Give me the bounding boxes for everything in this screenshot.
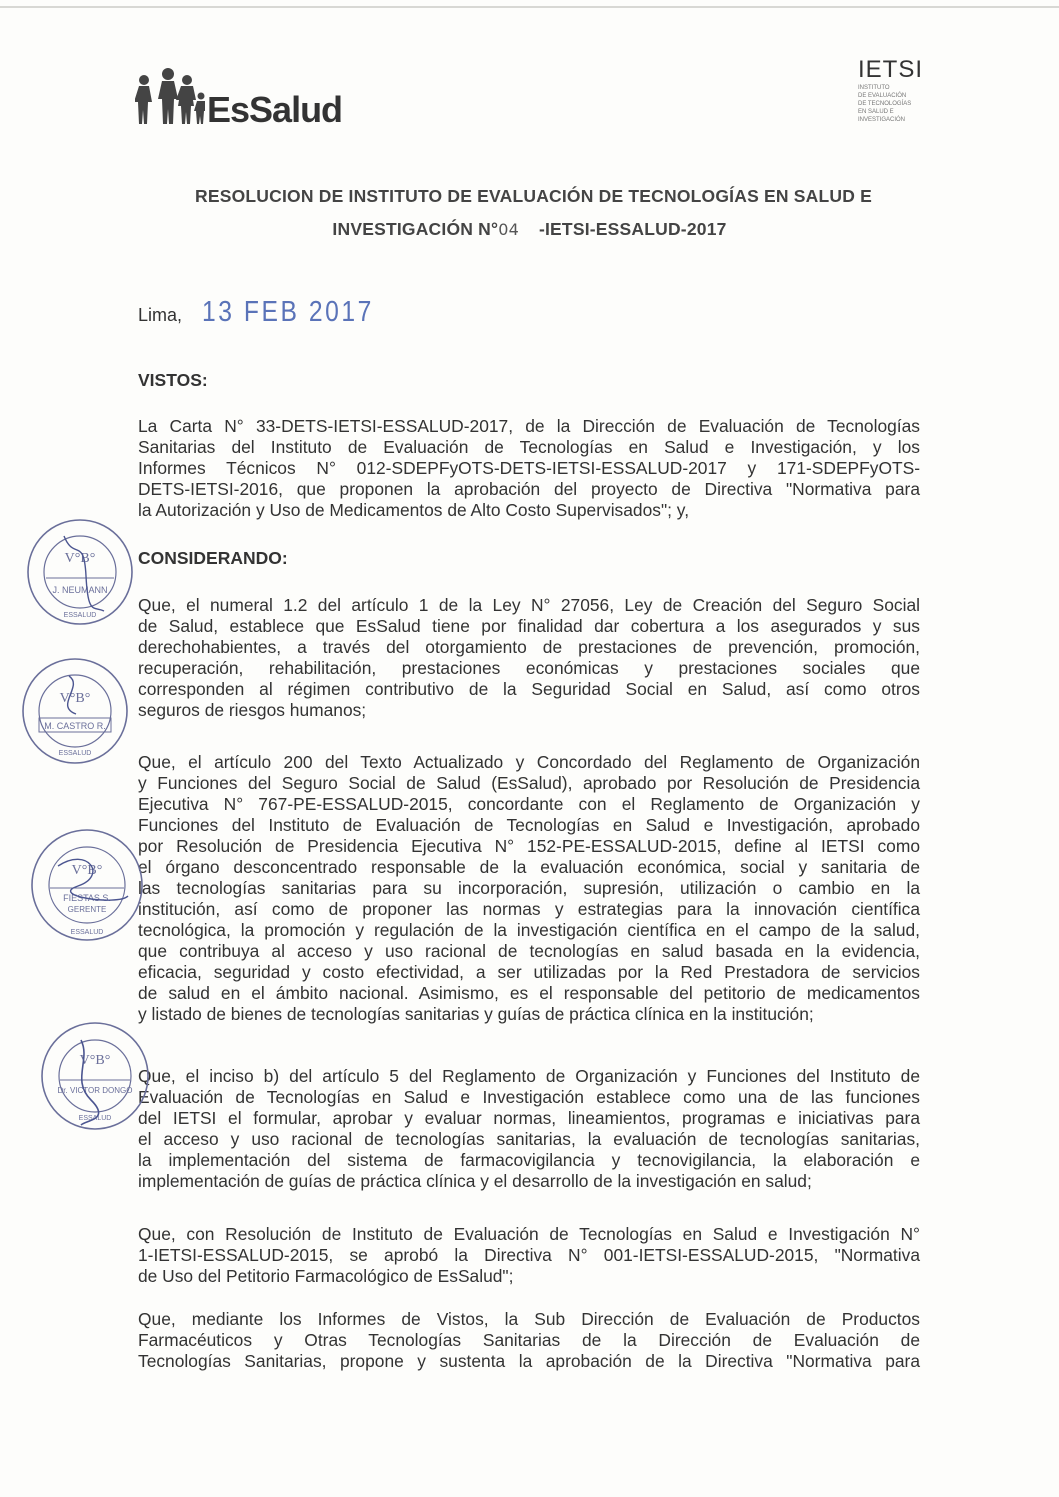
ietsi-title: IETSI xyxy=(858,56,924,83)
paragraph-line: y listado de bienes de tecnologías sanitarias y guías de práctica clínica en la institución; xyxy=(138,1004,814,1024)
paragraph-line: 1-IETSI-ESSALUD-2015, se aprobó la Directiva N° 001-IETSI-ESSALUD-2015, "Normativa xyxy=(138,1245,920,1265)
paragraph-line: el órgano desconcentrado responsable de la evaluación económica, social y sanitaria de xyxy=(138,857,920,877)
paragraph-line: eficacia, seguridad y costo efectividad, a ser utilizadas por la Red Prestadora de servicios xyxy=(138,962,920,982)
logo-text: EsSalud xyxy=(207,89,343,130)
paragraph-line: la Autorización y Uso de Medicamentos de Alto Costo Supervisados"; y, xyxy=(138,500,690,520)
paragraph-line: Evaluación de Tecnologías en Salud e Investigación establece como una de las funciones xyxy=(138,1087,920,1107)
paragraph-line: de Uso del Petitorio Farmacológico de EsSalud"; xyxy=(138,1266,514,1286)
paragraph-line: de Salud, establece que EsSalud tiene por finalidad dar cobertura a los asegurados y sus xyxy=(138,616,920,636)
ietsi-subtitle-line: DE TECNOLOGÍAS xyxy=(858,101,912,107)
paragraph-line: Que, el numeral 1.2 del artículo 1 de la Ley N° 27056, Ley de Creación del Seguro Social xyxy=(138,595,920,615)
approval-seal xyxy=(28,826,146,944)
date-line xyxy=(138,296,404,329)
paragraph-line: tecnológica, la promoción y regulación de la investigación científica en el campo de la salud, xyxy=(138,920,920,940)
paragraph-line: la implementación del sistema de farmacovigilancia y tecnovigilancia, la elaboración e xyxy=(138,1150,920,1170)
paragraph-line: y Funciones del Seguro Social de Salud (EsSalud), aprobado por Resolución de Presidencia xyxy=(138,773,920,793)
signature-scribble xyxy=(64,536,104,611)
paragraph-line: Ejecutiva N° 767-PE-ESSALUD-2015, concordante con el Reglamento de Organización y xyxy=(138,794,920,814)
seal-name-text: Dr. VICTOR DONGO xyxy=(57,1086,133,1095)
resolution-title-line1: RESOLUCION DE INSTITUTO DE EVALUACIÓN DE TECNOLOGÍAS EN SALUD E xyxy=(195,186,872,206)
paragraph-line: derechohabientes, a través del otorgamiento de prestaciones de prevención, promoción, xyxy=(138,637,920,657)
paragraph-line: Que, mediante los Informes de Vistos, la Sub Dirección de Evaluación de Productos xyxy=(138,1309,920,1329)
paragraph-line: recuperación, rehabilitación, prestaciones económicas y prestaciones sociales que xyxy=(138,658,920,678)
ietsi-logo xyxy=(858,58,928,124)
paragraph-line: por Resolución de Presidencia Ejecutiva N° 152-PE-ESSALUD-2015, define al IETSI como xyxy=(138,836,920,856)
scan-border xyxy=(0,6,1059,8)
seal-ring-text: ESSALUD xyxy=(78,1115,112,1122)
considerando-paragraph-4 xyxy=(138,1224,920,1287)
seal-ring-text: ESSALUD xyxy=(70,929,104,936)
considerando-heading: CONSIDERANDO: xyxy=(138,548,288,568)
resolution-number-prefix: INVESTIGACIÓN N° xyxy=(332,219,499,239)
paragraph-line: Que, el inciso b) del artículo 5 del Reglamento de Organización y Funciones del Instituto de xyxy=(138,1066,920,1086)
ietsi-subtitle-line: INSTITUTO xyxy=(858,85,890,91)
seal-vb-text: V°B° xyxy=(59,691,91,706)
paragraph-line: de salud en el ámbito nacional. Asimismo, es el responsable del petitorio de medicamentos xyxy=(138,983,920,1003)
considerando-paragraph-2 xyxy=(138,752,920,1025)
paragraph-line: del IETSI el formular, aprobar y evaluar normas, lineamientos, programas e iniciativas para xyxy=(138,1108,920,1128)
paragraph-line: Funciones del Instituto de Evaluación de Tecnologías en Salud e Investigación, aprobado xyxy=(138,815,920,835)
paragraph-line: Que, el artículo 200 del Texto Actualizado y Concordado del Reglamento de Organización xyxy=(138,752,920,772)
seal-vb-text: V°B° xyxy=(79,1053,111,1068)
approval-seal xyxy=(24,516,136,628)
seal-ring-text: ESSALUD xyxy=(58,750,92,757)
ietsi-subtitle-line: DE EVALUACIÓN xyxy=(858,93,907,99)
paragraph-line: Informes Técnicos N° 012-SDEPFyOTS-DETS-IETSI-ESSALUD-2017 y 171-SDEPFyOTS- xyxy=(138,458,920,478)
date-place: Lima, xyxy=(138,305,183,325)
seal-role-text: GERENTE xyxy=(67,905,107,914)
resolution-number-suffix: -IETSI-ESSALUD-2017 xyxy=(538,219,727,239)
ietsi-subtitle-line: INVESTIGACIÓN xyxy=(858,117,906,123)
seal-name-text: M. CASTRO R. xyxy=(44,721,106,731)
seal-ring-text: ESSALUD xyxy=(63,612,97,619)
essalud-logo xyxy=(135,66,343,130)
family-figures-icon xyxy=(135,66,205,126)
approval-seal xyxy=(36,1020,154,1132)
handwritten-number: 04 xyxy=(498,220,519,239)
considerando-paragraph-5 xyxy=(138,1309,920,1372)
paragraph-line: Sanitarias del Instituto de Evaluación de Tecnologías en Salud e Investigación, y los xyxy=(138,437,920,457)
paragraph-line: DETS-IETSI-2016, que proponen la aprobación del proyecto de Directiva "Normativa para xyxy=(138,479,920,499)
considerando-paragraph-3 xyxy=(138,1066,920,1192)
paragraph-line: Farmacéuticos y Otras Tecnologías Sanitarias de la Dirección de Evaluación de xyxy=(138,1330,920,1350)
date-stamp: 13 FEB 2017 xyxy=(202,296,374,328)
seal-vb-text: V°B° xyxy=(64,551,96,566)
paragraph-line: el acceso y uso racional de tecnologías sanitarias, la evaluación de tecnologías sanitarias, xyxy=(138,1129,920,1149)
paragraph-line: corresponden al régimen contributivo de la Seguridad Social en Salud, así como otros xyxy=(138,679,920,699)
paragraph-line: implementación de guías de práctica clínica y el desarrollo de la investigación en salud; xyxy=(138,1171,812,1191)
ietsi-subtitle-line: EN SALUD E xyxy=(858,109,894,115)
seal-name-text: J. NEUMANN xyxy=(52,585,108,595)
paragraph-line: institución, así como de proponer las normas y estrategias para la innovación científica xyxy=(138,899,920,919)
vistos-paragraph xyxy=(138,416,920,521)
seal-vb-text: V°B° xyxy=(71,863,103,878)
considerando-paragraph-1 xyxy=(138,595,920,721)
resolution-title-line2 xyxy=(0,219,1059,240)
approval-seal xyxy=(14,656,136,766)
paragraph-line: La Carta N° 33-DETS-IETSI-ESSALUD-2017, de la Dirección de Evaluación de Tecnologías xyxy=(138,416,920,436)
paragraph-line: Que, con Resolución de Instituto de Evaluación de Tecnologías en Salud e Investigación N° xyxy=(138,1224,920,1244)
paragraph-line: Tecnologías Sanitarias, propone y sustenta la aprobación de la Directiva "Normativa para xyxy=(138,1351,920,1371)
paragraph-line: seguros de riesgos humanos; xyxy=(138,700,367,720)
seal-name-text: FIESTAS S. xyxy=(63,893,111,903)
vistos-heading: VISTOS: xyxy=(138,370,208,390)
paragraph-line: que contribuya al acceso y uso racional de tecnologías en salud basada en la evidencia, xyxy=(138,941,920,961)
ietsi-subtitle xyxy=(858,84,928,124)
paragraph-line: las tecnologías sanitarias para su incorporación, supresión, utilización o cambio en la xyxy=(138,878,920,898)
